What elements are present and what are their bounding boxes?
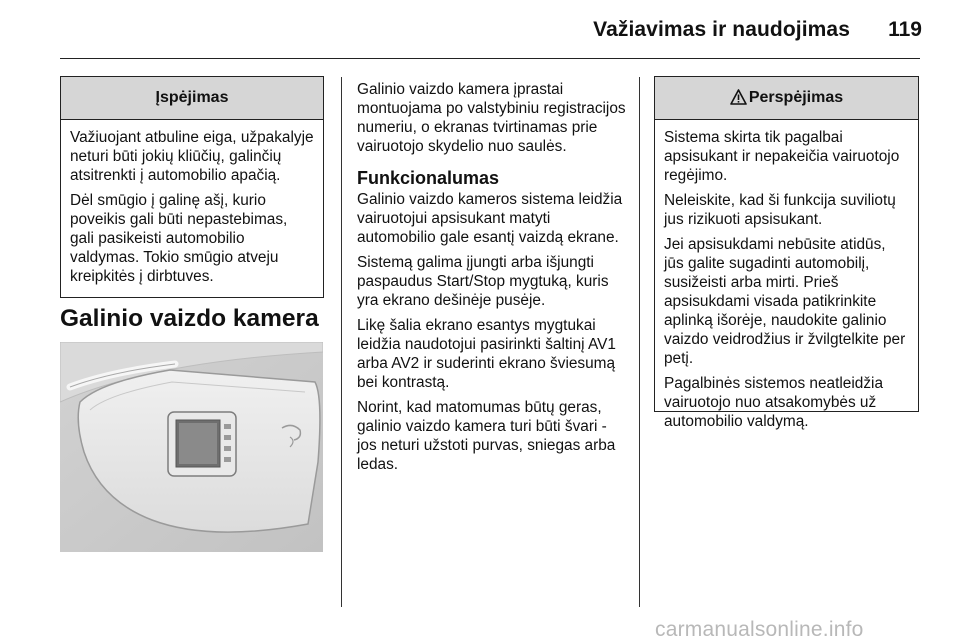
middle-column: [357, 80, 627, 480]
caution-paragraph: Jei apsisukdami nebūsite atidūs, jūs galite sugadinti automobilį, susižeisti arba mirti. Prieš apsisukdami visada patikrinkite aplinką išorėje, naudokite galinio vaizdo veidrodžius ir žvilgtelkite per petį.: [664, 236, 906, 367]
sun-visor-rear-view-screen-icon: [60, 342, 323, 552]
column-divider-left: [341, 77, 342, 607]
warning-box-left-body: [61, 120, 323, 298]
warning-box-right-title: Perspėjimas: [748, 89, 844, 106]
subheading-functionality: Funkcionalumas: [357, 168, 500, 188]
header-divider: [60, 58, 920, 59]
body-paragraph: Sistemą galima įjungti arba išjungti paspaudus Start/Stop mygtuką, kuris yra ekrano dešinėje pusėje.: [357, 254, 609, 309]
caution-paragraph: Neleiskite, kad ši funkcija suviliotų jus rizikuoti apsisukant.: [664, 192, 896, 228]
caution-paragraph: Pagalbinės sistemos neatleidžia vairuotojo nuo atsakomybės už automobilio valdymą.: [664, 375, 884, 430]
warning-box-right: [654, 76, 919, 430]
warning-paragraph: Dėl smūgio į galinę ašį, kurio poveikis gali būti nepastebimas, gali pasikeisti automobilio valdymas. Tokio smūgio atveju kreipkitės į dirbtuves.: [70, 192, 288, 285]
body-paragraph: Norint, kad matomumas būtų geras, galinio vaizdo kamera turi būti švari - jos neturi užstoti purvas, sniegas arba ledas.: [357, 399, 616, 473]
running-header-title: Važiavimas ir naudojimas: [593, 18, 850, 41]
page-number: 119: [888, 18, 922, 41]
sun-visor-screen-illustration: [60, 342, 323, 552]
warning-paragraph: Važiuojant atbuline eiga, užpakalyje neturi būti jokių kliūčių, galinčių atsitrenkti į automobilio apačią.: [70, 129, 314, 184]
body-paragraph: Likę šalia ekrano esantys mygtukai leidžia naudotojui pasirinkti šaltinį AV1 arba AV2 ir suderinti ekrano šviesumą bei kontrastą.: [357, 317, 616, 391]
watermark: carmanualsonline.info: [655, 618, 864, 641]
section-title: Galinio vaizdo kamera: [60, 305, 319, 332]
warning-triangle-icon: [730, 80, 747, 122]
intro-paragraph: Galinio vaizdo kamera įprastai montuojama po valstybiniu registracijos numeriu, o ekranas tvirtinamas prie vairuotojo skydelio nuo saulės.: [357, 81, 626, 155]
column-divider-right: [639, 77, 640, 607]
caution-paragraph: Sistema skirta tik pagalbai apsisukant ir nepakeičia vairuotojo regėjimo.: [664, 129, 900, 184]
warning-box-left: [60, 76, 324, 298]
warning-box-right-body: [655, 120, 918, 443]
body-paragraph: Galinio vaizdo kameros sistema leidžia vairuotojui apsisukant matyti automobilio gale esantį vaizdą ekrane.: [357, 191, 623, 246]
warning-box-right-header: [655, 77, 918, 120]
warning-box-left-title: Įspėjimas: [61, 77, 323, 120]
